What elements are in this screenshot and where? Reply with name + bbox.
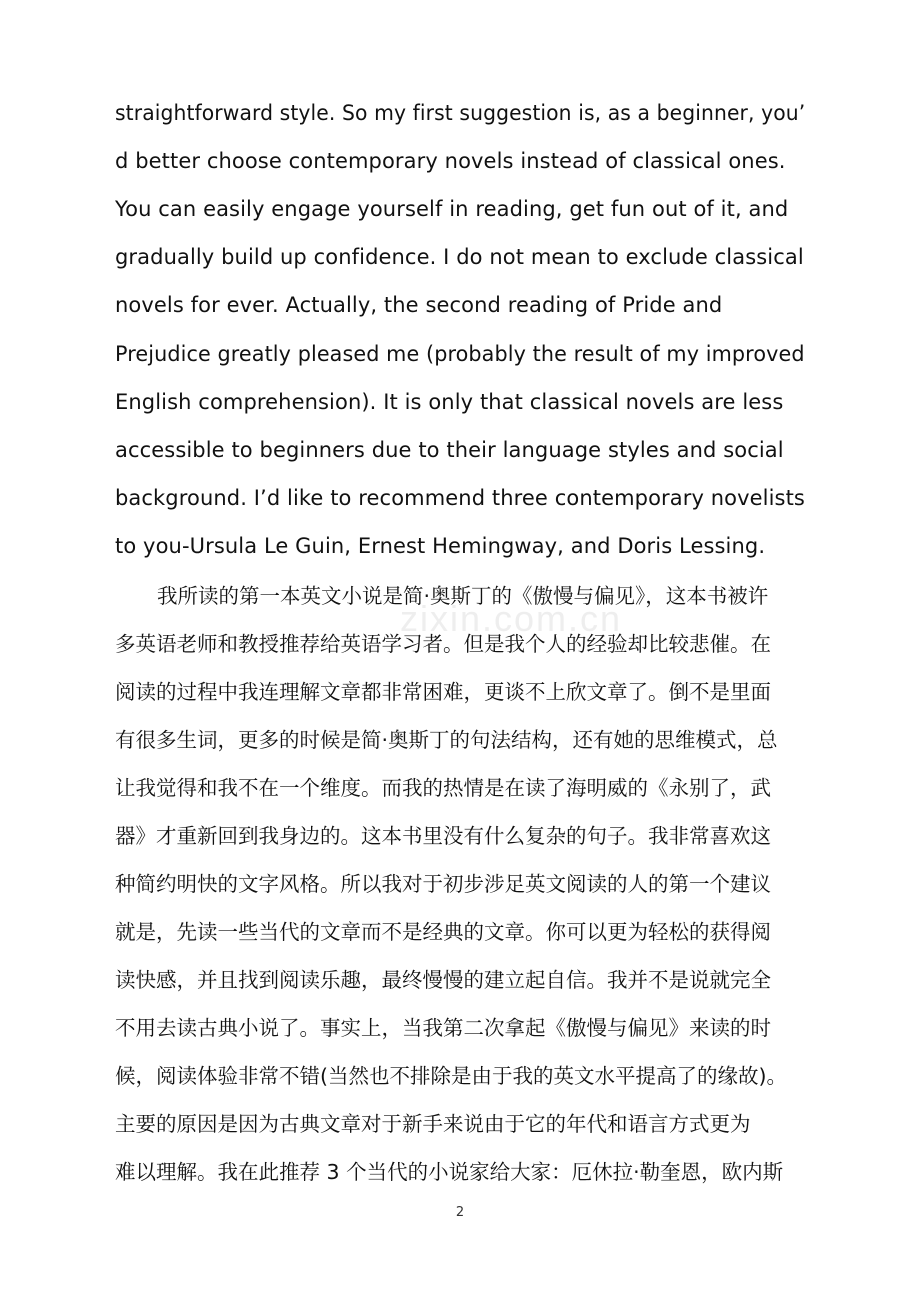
paragraph-line: accessible to beginners due to their language styles and social: [115, 438, 784, 462]
paragraph-line: background. I’d like to recommend three contemporary novelists: [115, 486, 805, 510]
paragraph-line: novels for ever. Actually, the second reading of Pride and: [115, 293, 723, 317]
page-number: 2: [455, 1205, 465, 1220]
paragraph-line: 不用去读古典小说了。事实上，当我第二次拿起《傲慢与偏见》来读的时: [115, 1016, 771, 1040]
paragraph-line: 读快感，并且找到阅读乐趣，最终慢慢的建立起自信。我并不是说就完全: [115, 968, 771, 992]
paragraph-line: gradually build up confidence. I do not mean to exclude classical: [115, 245, 804, 269]
paragraph-line: 有很多生词，更多的时候是简·奥斯丁的句法结构，还有她的思维模式，总: [115, 728, 778, 752]
paragraph-line: English comprehension). It is only that classical novels are less: [115, 390, 784, 414]
paragraph-line: 我所读的第一本英文小说是简·奥斯丁的《傲慢与偏见》，这本书被许: [157, 584, 769, 608]
watermark: zixin.com.cn: [400, 598, 623, 639]
paragraph-line: You can easily engage yourself in reading, get fun out of it, and: [115, 197, 789, 221]
paragraph-line: Prejudice greatly pleased me (probably the result of my improved: [115, 342, 805, 366]
paragraph-line: d better choose contemporary novels instead of classical ones.: [115, 149, 786, 173]
paragraph-line: to you-Ursula Le Guin, Ernest Hemingway, and Doris Lessing.: [115, 534, 766, 558]
paragraph-line: 多英语老师和教授推荐给英语学习者。但是我个人的经验却比较悲催。在: [115, 632, 771, 656]
paragraph-line: 种简约明快的文字风格。所以我对于初步涉足英文阅读的人的第一个建议: [115, 872, 771, 896]
paragraph-line: 难以理解。我在此推荐 3 个当代的小说家给大家：厄休拉·勒奎恩，欧内斯: [115, 1160, 784, 1184]
paragraph-line: 阅读的过程中我连理解文章都非常困难，更谈不上欣文章了。倒不是里面: [115, 680, 771, 704]
paragraph-line: 主要的原因是因为古典文章对于新手来说由于它的年代和语言方式更为: [115, 1112, 751, 1136]
paragraph-line: 就是，先读一些当代的文章而不是经典的文章。你可以更为轻松的获得阅: [115, 920, 771, 944]
paragraph-line: 器》才重新回到我身边的。这本书里没有什么复杂的句子。我非常喜欢这: [115, 824, 771, 848]
paragraph-line: straightforward style. So my first suggestion is, as a beginner, you’: [115, 101, 806, 125]
paragraph-line: 候，阅读体验非常不错(当然也不排除是由于我的英文水平提高了的缘故)。: [115, 1064, 787, 1088]
paragraph-line: 让我觉得和我不在一个维度。而我的热情是在读了海明威的《永别了，武: [115, 776, 771, 800]
